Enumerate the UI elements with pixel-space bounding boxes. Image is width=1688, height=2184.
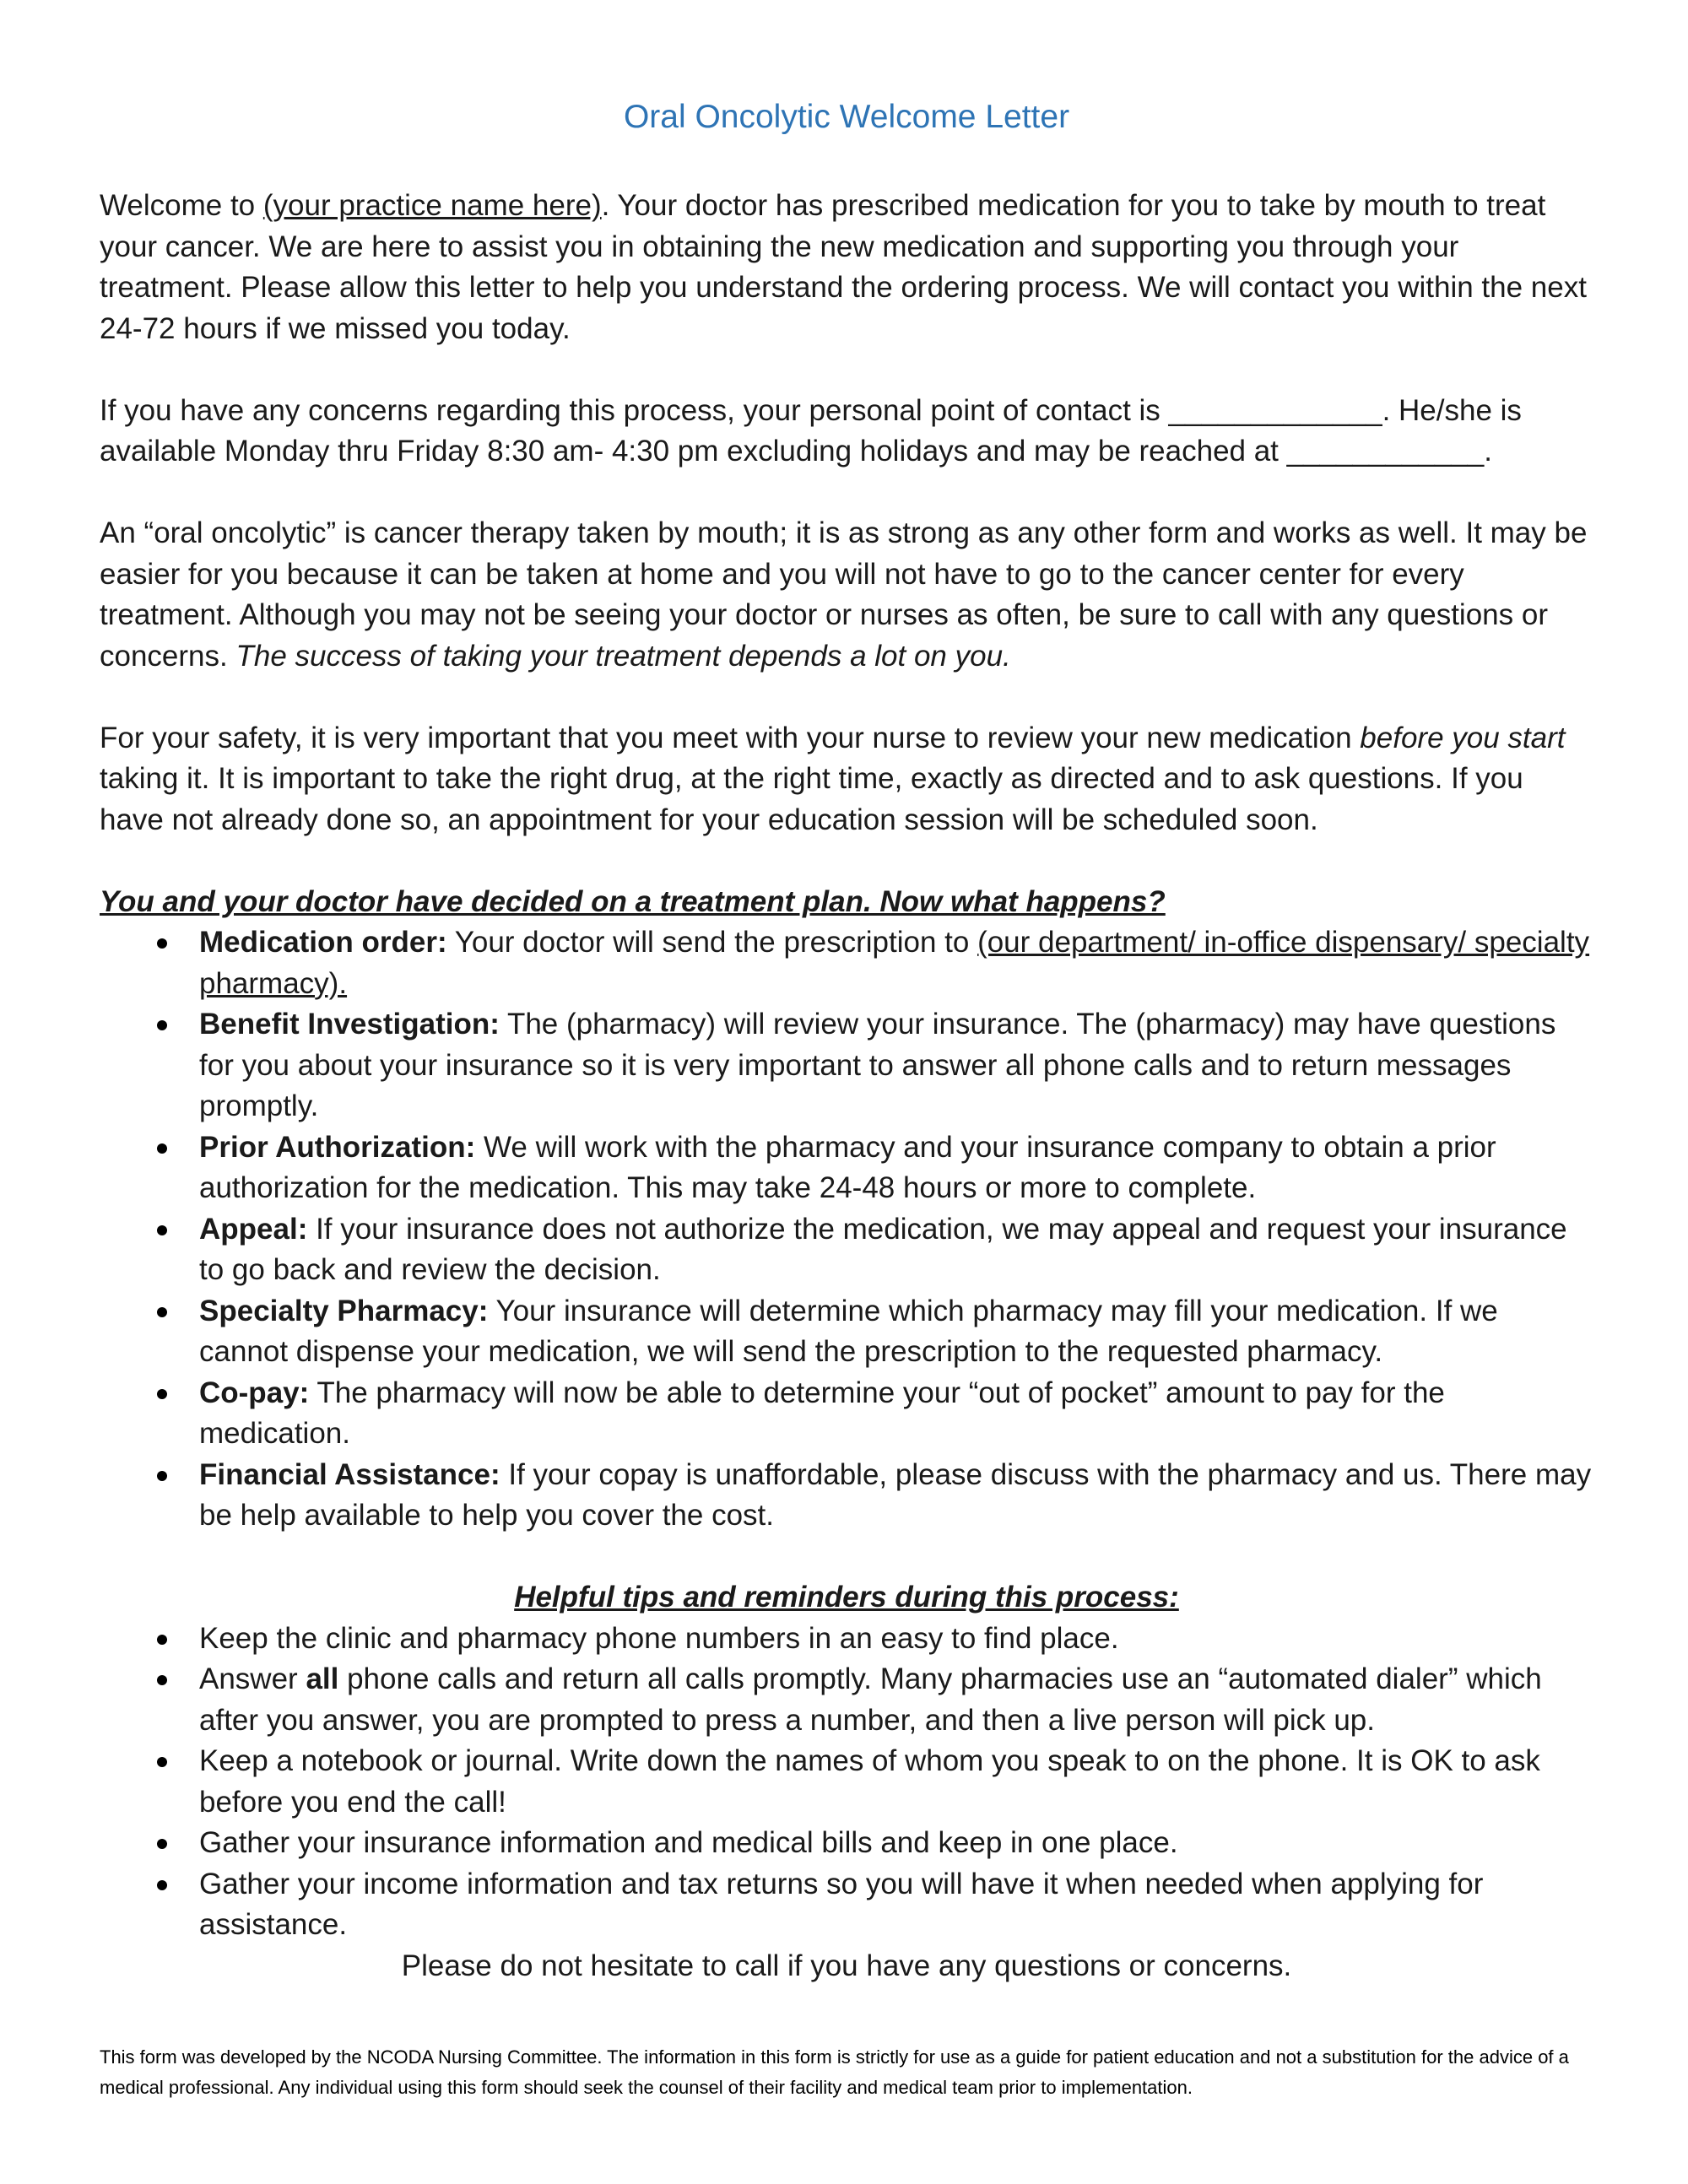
practice-name-placeholder: (your practice name here) [262,189,602,222]
oncolytic-text: An “oral oncolytic” is cancer therapy taken by mouth; it is as strong as any other form and works as well. It may be easier for you because it can be taken at home and you will not have to go to the cancer center for every treatment. Although you may not be seeing your doctor or nurses as often, be sure to call with any questions or concerns. [100,516,1588,673]
bullet-icon [157,1757,167,1767]
step-text: The pharmacy will now be able to determine your “out of pocket” amount to pay for the medication. [199,1376,1445,1450]
tip-text-post: phone calls and return all calls promptly. Many pharmacies use an “automated dialer” which after you answer, you are prompted to press a number, and then a live person will pick up. [199,1662,1542,1737]
list-item [100,1004,1593,1127]
step-text: We will work with the pharmacy and your insurance company to obtain a prior authorization for the medication. This may take 24-48 hours or more to complete. [199,1130,1496,1204]
list-item [100,1659,1593,1741]
step-underlined: (our department/ in-office dispensary/ specialty pharmacy). [199,926,1590,1000]
bullet-icon [157,1020,167,1030]
bullet-icon [157,938,167,949]
safety-post: taking it. It is important to take the right drug, at the right time, exactly as directed and to ask questions. If you have not already done so, an appointment for your education session will be scheduled soon. [100,762,1523,836]
tips-heading: Helpful tips and reminders during this process: [514,1581,1179,1614]
tips-list [100,1619,1593,1946]
step-label: Co-pay: [199,1376,310,1409]
bullet-icon [157,1143,167,1154]
footer-disclaimer: This form was developed by the NCODA Nursing Committee. The information in this form is strictly for use as a guide for patient education and not a substitution for the advice of a medical professional. Any individual using this form should seek the counsel of their facility and medical team prior to implementation. [100,2046,1569,2098]
list-item [100,1741,1593,1823]
bullet-icon [157,1635,167,1645]
step-label: Benefit Investigation: [199,1008,500,1041]
list-item [100,922,1593,1004]
step-label: Appeal: [199,1212,308,1246]
tip-text: Answer [199,1662,306,1695]
process-steps-list [100,922,1593,1537]
bullet-icon [157,1307,167,1317]
bullet-icon [157,1839,167,1849]
tip-text: Gather your insurance information and medical bills and keep in one place. [199,1826,1178,1859]
list-item [100,1455,1593,1537]
list-item [100,1823,1593,1864]
list-item [100,1127,1593,1209]
tip-text: Gather your income information and tax returns so you will have it when needed when applying for assistance. [199,1867,1484,1941]
bullet-icon [157,1471,167,1481]
step-text: The (pharmacy) will review your insurance. The (pharmacy) may have questions for you about your insurance so it is very important to answer all phone calls and to return messages promptly. [199,1008,1556,1122]
step-text: If your insurance does not authorize the medication, we may appeal and request your insurance to go back and review the decision. [199,1212,1567,1286]
tip-bold: all [306,1662,339,1695]
page-title: Oral Oncolytic Welcome Letter [623,99,1070,135]
closing-line: Please do not hesitate to call if you have any questions or concerns. [401,1949,1292,1982]
process-heading: You and your doctor have decided on a treatment plan. Now what happens? [100,884,1166,918]
step-label: Prior Authorization: [199,1130,476,1164]
safety-paragraph [100,718,1593,841]
oncolytic-italic: The success of taking your treatment depends a lot on you. [235,639,1011,673]
bullet-icon [157,1389,167,1399]
step-label: Financial Assistance: [199,1457,500,1491]
step-text: If your copay is unaffordable, please discuss with the pharmacy and us. There may be help available to help you cover the cost. [199,1457,1592,1532]
list-item [100,1619,1593,1660]
tip-text: Keep a notebook or journal. Write down the names of whom you speak to on the phone. It is OK to ask before you end the call! [199,1744,1540,1819]
oncolytic-paragraph [100,513,1593,677]
step-label: Specialty Pharmacy: [199,1294,489,1327]
bullet-icon [157,1225,167,1235]
step-label: Medication order: [199,926,447,959]
safety-italic: before you start [1360,721,1566,754]
intro-pre: Welcome to [100,189,263,222]
tip-text: Keep the clinic and pharmacy phone numbers in an easy to find place. [199,1621,1119,1655]
list-item [100,1864,1593,1946]
step-text: Your insurance will determine which pharmacy may fill your medication. If we cannot dispense your medication, we will send the prescription to the requested pharmacy. [199,1294,1498,1368]
list-item [100,1209,1593,1291]
intro-post: . Your doctor has prescribed medication for you to take by mouth to treat your cancer. We are here to assist you in obtaining the new medication and supporting you through your treatment. Please allow this letter to help you understand the ordering process. We will contact you within the next 24-72 hours if we missed you today. [100,189,1587,345]
letter-body [100,95,1593,1987]
step-text: Your doctor will send the prescription to [446,926,978,959]
list-item [100,1291,1593,1373]
intro-paragraph [100,186,1593,349]
safety-pre: For your safety, it is very important that you meet with your nurse to review your new medication [100,721,1361,754]
bullet-icon [157,1880,167,1890]
contact-paragraph: If you have any concerns regarding this process, your personal point of contact is _____________. He/she is available Monday thru Friday 8:30 am- 4:30 pm excluding holidays and may be reached at ____________. [100,393,1522,468]
list-item [100,1373,1593,1455]
bullet-icon [157,1675,167,1685]
